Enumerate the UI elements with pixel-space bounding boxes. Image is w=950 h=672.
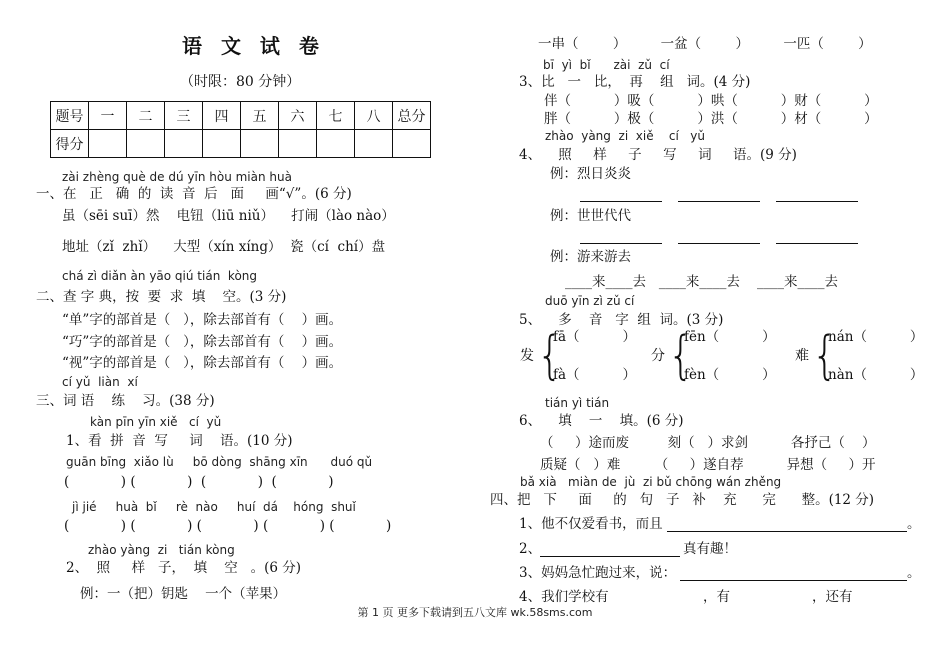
polyphone-char: 分 xyxy=(651,348,665,364)
answer-line[interactable] xyxy=(540,556,680,557)
polyphone-char: 发 xyxy=(520,348,534,364)
question-line: “视”字的部首是（ ），除去部首有（ ）画。 xyxy=(62,355,343,371)
answer-boxes[interactable]: ( ) ( ) ( ) ( ) ( ) xyxy=(64,518,392,534)
answer-line[interactable] xyxy=(678,243,760,244)
answer-line[interactable] xyxy=(776,243,858,244)
question-line: 4、我们学校有 xyxy=(519,589,609,605)
polyphone-char: 难 xyxy=(795,348,809,364)
score-input-cell[interactable] xyxy=(393,130,431,158)
question-line: 地址（zǐ zhǐ） 大型（xín xíng） 瓷（cí chí）盘 xyxy=(62,239,386,255)
subsection-heading: 5、 多 音 字 组 词。(3 分) xyxy=(519,312,724,328)
section-4-heading: 四、把 下 面 的 句 子 补 充 完 整。(12 分) xyxy=(490,492,875,508)
question-line: nàn（ ） xyxy=(828,367,924,383)
score-input-cell[interactable] xyxy=(355,130,393,158)
page-footer: 第 1 页 更多下载请到五八文库 wk.58sms.com xyxy=(357,606,593,619)
pinyin-line: zài zhèng què de dú yīn hòu miàn huà xyxy=(62,170,292,184)
score-cell: 总分 xyxy=(393,102,431,130)
question-line: fà（ ） xyxy=(553,367,636,383)
answer-line[interactable] xyxy=(667,531,907,532)
brace-icon: { xyxy=(668,326,694,386)
section-3-heading: 三、词 语 练 习。(38 分) xyxy=(36,393,215,409)
question-line: fèn（ ） xyxy=(684,367,776,383)
score-input-cell[interactable] xyxy=(203,130,241,158)
subsection-heading: 4、 照 样 子 写 词 语。(9 分) xyxy=(519,147,797,163)
score-cell: 八 xyxy=(355,102,393,130)
period-mark: 。 xyxy=(907,565,921,581)
answer-row[interactable]: ____来____去 ____来____去 ____来____去 xyxy=(565,274,839,290)
pinyin-line: bī yì bǐ zài zǔ cí xyxy=(543,58,670,72)
pinyin-line: jì jié huà bǐ rè nào huí dá hóng shuǐ xyxy=(72,500,356,514)
score-cell: 七 xyxy=(317,102,355,130)
score-input-cell[interactable] xyxy=(89,130,127,158)
subsection-heading: 2、 照 样 子， 填 空 。(6 分) xyxy=(66,560,302,576)
pinyin-line: tián yì tián xyxy=(545,396,610,410)
question-line: 真有趣！ xyxy=(683,541,737,557)
question-line: “单”字的部首是（ ），除去部首有（ ）画。 xyxy=(62,312,343,328)
question-line: ，有 xyxy=(703,589,730,605)
score-cell: 得分 xyxy=(51,130,89,158)
score-cell: 一 xyxy=(89,102,127,130)
answer-line[interactable] xyxy=(678,201,760,202)
period-mark: 。 xyxy=(907,516,921,532)
pinyin-line: bǎ xià miàn de jù zi bǔ chōng wán zhěng xyxy=(520,475,782,489)
question-line: nán（ ） xyxy=(828,329,924,345)
answer-line[interactable] xyxy=(680,580,907,581)
answer-boxes[interactable]: ( ) ( ) ( ) ( ) xyxy=(64,474,334,490)
question-line: 虽（sēi suī）然 电钮（liū niǔ） 打闹（lào nào） xyxy=(62,208,395,224)
question-line: 3、妈妈急忙跑过来，说： xyxy=(519,565,677,581)
question-line: 1、他不仅爱看书，而且 xyxy=(519,516,663,532)
pinyin-line: chá zì diǎn àn yāo qiú tián kòng xyxy=(62,269,258,283)
question-line: fā（ ） xyxy=(553,329,636,345)
score-input-cell[interactable] xyxy=(165,130,203,158)
score-cell: 六 xyxy=(279,102,317,130)
score-cell: 四 xyxy=(203,102,241,130)
brace-icon: { xyxy=(537,326,563,386)
score-cell: 五 xyxy=(241,102,279,130)
score-table-score-row xyxy=(51,130,431,158)
question-line: ，还有 xyxy=(812,589,853,605)
question-line: fēn（ ） xyxy=(684,329,776,345)
question-line: 伴（ ）吸（ ）哄（ ）财（ ） xyxy=(544,93,878,109)
pinyin-line: kàn pīn yīn xiě cí yǔ xyxy=(90,415,222,429)
answer-line[interactable] xyxy=(580,243,662,244)
score-table xyxy=(50,101,431,158)
pinyin-line: zhào yàng zi tián kòng xyxy=(88,543,235,557)
score-table-header-row xyxy=(51,102,431,130)
brace-icon: { xyxy=(812,326,838,386)
subsection-heading: 6、 填 一 填。(6 分) xyxy=(519,413,684,429)
pinyin-line: guān bīng xiǎo lù bō dòng shāng xīn duó qǔ xyxy=(66,455,373,469)
pinyin-line: zhào yàng zi xiě cí yǔ xyxy=(545,129,705,143)
section-2-heading: 二、查 字 典，按 要 求 填 空。(3 分) xyxy=(36,289,287,305)
pinyin-line: cí yǔ liàn xí xyxy=(62,375,138,389)
score-cell: 题号 xyxy=(51,102,89,130)
question-line: 质疑（ ）难 （ ）遂自荐 异想（ ）开 xyxy=(540,457,876,473)
example-line: 例：世世代代 xyxy=(550,208,631,224)
subsection-heading: 3、比 一 比， 再 组 词。(4 分) xyxy=(519,74,751,90)
subsection-heading: 1、看 拼 音 写 词 语。(10 分) xyxy=(66,433,293,449)
score-input-cell[interactable] xyxy=(241,130,279,158)
time-limit: （时限：80 分钟） xyxy=(180,74,301,90)
example-line: 例：游来游去 xyxy=(550,249,631,265)
answer-line[interactable] xyxy=(776,201,858,202)
score-input-cell[interactable] xyxy=(317,130,355,158)
answer-line[interactable] xyxy=(580,201,662,202)
question-line: （ ）途而废 刻（ ）求剑 各抒己（ ） xyxy=(540,435,876,451)
page-title: 语 文 试 卷 xyxy=(182,34,325,58)
question-line: “巧”字的部首是（ ），除去部首有（ ）画。 xyxy=(62,334,343,350)
section-1-heading: 一、在 正 确 的 读 音 后 面 画“√”。(6 分) xyxy=(36,186,352,202)
question-line: 一串（ ） 一盆（ ） 一匹（ ） xyxy=(538,36,872,52)
pinyin-line: duō yīn zì zǔ cí xyxy=(545,294,635,308)
score-cell: 三 xyxy=(165,102,203,130)
question-line: 2、 xyxy=(519,541,542,557)
score-input-cell[interactable] xyxy=(127,130,165,158)
example-line: 例：一（把）钥匙 一个（苹果） xyxy=(80,586,287,602)
score-cell: 二 xyxy=(127,102,165,130)
example-line: 例：烈日炎炎 xyxy=(550,166,631,182)
score-input-cell[interactable] xyxy=(279,130,317,158)
question-line: 胖（ ）极（ ）洪（ ）材（ ） xyxy=(544,111,878,127)
